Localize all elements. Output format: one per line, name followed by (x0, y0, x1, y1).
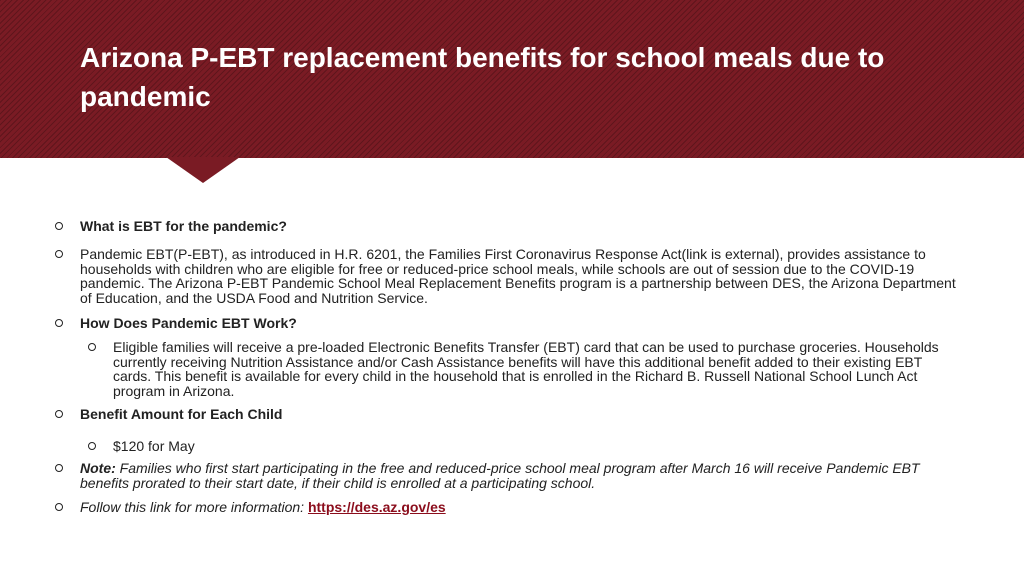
note-paragraph (80, 461, 960, 490)
bullet-circle-icon (55, 250, 63, 258)
des-website-link[interactable]: https://des.az.gov/es (307, 499, 446, 515)
note-text: Families who first start participating in the free and reduced-price school meal program after March 16 will receive Pandemic EBT benefits prorated to their start date, if their child is enrolled at a participating school. (80, 460, 920, 491)
benefit-amount-value: $120 for May (113, 438, 195, 454)
bullet-circle-icon (55, 319, 63, 327)
follow-text: Follow this link for more information: (80, 499, 308, 515)
sub-bullet-circle-icon (88, 442, 96, 450)
bullet-circle-icon (55, 503, 63, 511)
heading-benefit-amount: Benefit Amount for Each Child (80, 406, 283, 422)
question-how-does-it-work: How Does Pandemic EBT Work? (80, 315, 297, 331)
slide-title: Arizona P-EBT replacement benefits for school meals due to pandemic (80, 42, 885, 112)
sub-bullet-circle-icon (88, 343, 96, 351)
follow-link-paragraph (80, 500, 960, 515)
question-what-is-ebt: What is EBT for the pandemic? (80, 218, 287, 234)
bullet-circle-icon (55, 222, 63, 230)
paragraph-pebt-description: Pandemic EBT(P-EBT), as introduced in H.R. 6201, the Families First Coronavirus Response Act(link is external), provides assistance to households with children who are eligible for free or reduced-price school meals, while schools are out of session due to the COVID-19 pandemic. The Arizona P-EBT Pandemic School Meal Replacement Benefits program is a partnership between DES, the Arizona Department of Education, and the USDA Food and Nutrition Service. (80, 246, 956, 306)
note-label: Note: (80, 460, 116, 476)
bullet-circle-icon (55, 410, 63, 418)
bullet-circle-icon (55, 464, 63, 472)
paragraph-how-it-works: Eligible families will receive a pre-loaded Electronic Benefits Transfer (EBT) card that can be used to purchase groceries. Households currently receiving Nutrition Assistance and/or Cash Assistance benefits will have this additional benefit added to their existing EBT cards. This benefit is available for every child in the household that is enrolled in the Richard B. Russell National School Lunch Act program in Arizona. (113, 339, 939, 399)
